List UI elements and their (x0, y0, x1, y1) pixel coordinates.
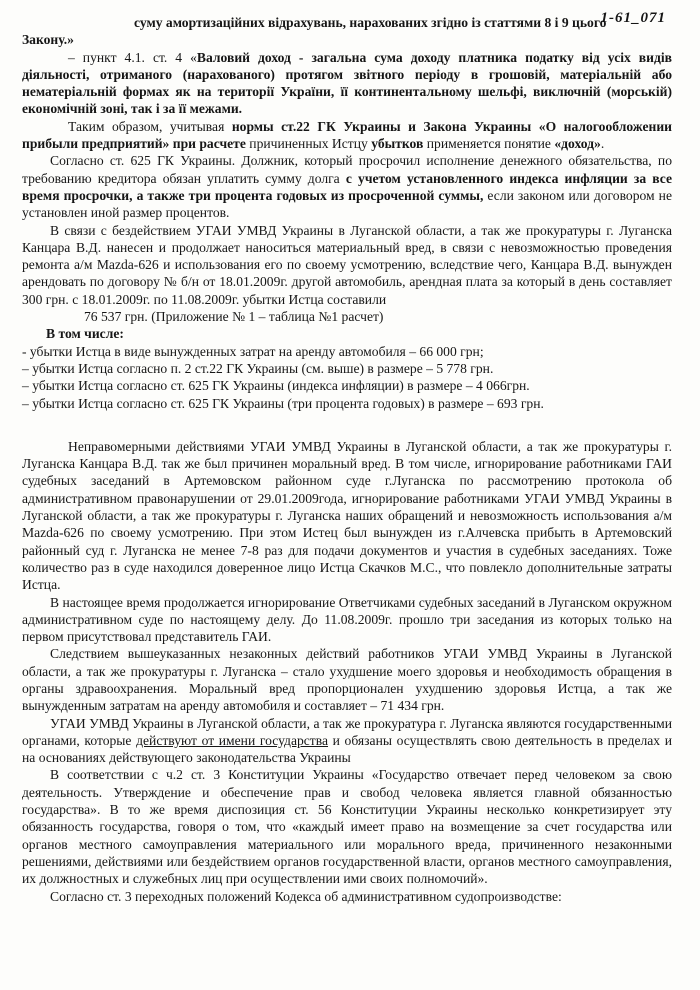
paragraph-ua-amortization (22, 14, 672, 31)
text-bold: Закону.» (22, 32, 74, 48)
paragraph-gross-income (22, 49, 672, 118)
paragraph-moral-damage: Неправомерными действиями УГАИ УМВД Украины в Луганской области, а так же прокуратуры г. Луганска Канцара В.Д. так же был причинен моральный вред. В том числе, игнорирование работниками ГАИ судебных заседаний в Артемовском районном суде г.Луганска по рассмотрению протокола об административном правонарушении от 29.01.2009года, игнорирование работниками УГАИ УМВД Украины в Луганской области, а так же прокуратуры г. Луганска наших обращений и невозможность использования а/м Mazda-626 по своему усмотрению. При этом Истец был вынужден из г.Алчевска прибыть в Артемовский районный суд г. Луганска не менее 7-8 раз для подачи документов и участия в судебных заседаниях. Тоже количество раз в суде находился доверенное лицо Истца Скачков М.С., что повлекло дополнительные затраты Истца. (22, 438, 672, 593)
paragraph-art-625 (22, 152, 672, 221)
text-lead: – пункт 4.1. ст. 4 « (68, 49, 197, 65)
list-item: – убытки Истца согласно ст. 625 ГК Украины (три процента годовых) в размере – 693 грн. (22, 395, 544, 411)
paragraph-constitution: В соответствии с ч.2 ст. 3 Конституции Украины «Государство отвечает перед человеком за свою деятельность. Утверждение и обеспечение прав и свобод человека является главной обязанностью государства». В то же время диспозиция ст. 56 Конституции Украины несколько конкретизирует эту обязанность государства, говоря о том, что «каждый имеет право на возмещение за счет государства или органов местного самоуправления материального или морального вреда, причиненного незаконными решениями, действиями или бездействием органов государственной власти, органов местного самоуправления, их должностных и служебных лиц при осуществлении ими своих полномочий». (22, 767, 672, 887)
list-item: - убытки Истца в виде вынужденных затрат на аренду автомобиля – 66 000 грн; (22, 343, 484, 359)
text: . (600, 136, 605, 152)
text-bold: нормы ст.22 ГК Украины и Закона Украины «О налогообложении прибыли предприятий» при расчете (22, 118, 672, 152)
text-bold: убытков (371, 136, 424, 152)
text: причиненных Истцу (245, 136, 372, 152)
text-bold: «доход» (554, 136, 601, 152)
paragraph-transitional-provisions: Согласно ст. 3 переходных положений Кодекса об административном судопроизводстве: (50, 888, 562, 904)
document-body (22, 14, 672, 905)
paragraph-current-hearings: В настоящее время продолжается игнорирование Ответчиками судебных заседаний в Луганском окружном административном суде по настоящему делу. До 11.08.2009г. прошло три заседания из которых только на первом присутствовал представитель ГАИ. (22, 594, 672, 645)
spacer (22, 412, 672, 426)
page-stamp: 1-61_071 (600, 10, 666, 26)
text: Таким образом, учитывая (68, 118, 232, 134)
losses-amount: 76 537 грн. (Приложение № 1 – таблица №1 расчет) (84, 309, 384, 325)
paragraph-health: Следствием вышеуказанных незаконных действий работников УГАИ УМВД Украины в Луганской области, а так же прокуратуры г. Луганска – стало ухудшение моего здоровья и необходимость обращения в органы здравоохранения. Моральный вред пропорционален ухудшению здоровья Истца, а так же вынужденным затратам на аренду автомобиля и составляет – 71 434 грн. (22, 646, 672, 714)
text: УГАИ УМВД Украины в Луганской области, а так же прокуратура г. Луганска являются государственными органами, которые (22, 715, 672, 748)
paragraph-ua-law-end (22, 31, 672, 48)
text-bold: с учетом установленного индекса инфляции за все время просрочки, а также три процента годовых из просроченной суммы, (22, 170, 673, 203)
in-total-heading: В том числе: (46, 326, 124, 342)
text: если законом или договором не установлен иной размер процентов. (22, 187, 672, 221)
spacer (22, 426, 672, 438)
list-item: – убытки Истца согласно п. 2 ст.22 ГК Украины (см. выше) в размере – 5 778 грн. (22, 360, 494, 376)
text-bold: суму амортизаційних відрахувань, нарахованих згідно із статтями 8 і 9 цього (134, 15, 607, 30)
paragraph-state-bodies (22, 715, 672, 767)
text-bold: Валовий доход - загальна сума доходу платника податку від усіх видів діяльності, отриманого (нарахованого) протягом звітного періоду в грошовій, матеріальній або нематеріальній формах як на території України, її континентальному шельфі, виключній (морській) економічній зоні, так і за її межами. (22, 49, 672, 117)
text-underlined: действуют от имени государства (136, 732, 329, 748)
text: Согласно ст. 625 ГК Украины. Должник, который просрочил исполнение денежного обязательства, по требованию кредитора обязан уплатить сумму долга (22, 153, 672, 186)
paragraph-losses: В связи с бездействием УГАИ УМВД Украины в Луганской области, а так же прокуратуры г. Луганска Канцара В.Д. нанесен и продолжает наноситься материальный вред, в связи с невозможностью проведения ремонта а/м Mazda-626 и использования его по своему усмотрению, вследствие чего, Канцара В.Д. вынужден арендовать по договору № б/н от 18.01.2009г. другой автомобиль, арендная плата за который в день составляет 300 грн. с 18.01.2009г. по 11.08.2009г. убытки Истца составили (22, 222, 672, 307)
text: применяется понятие (423, 136, 555, 152)
list-item: – убытки Истца согласно ст. 625 ГК Украины (индекса инфляции) в размере – 4 066грн. (22, 378, 530, 394)
paragraph-conclusion (22, 118, 672, 153)
text: и обязаны осуществлять свою деятельность в пределах и на основаниях действующего законодательства Украины (22, 732, 673, 766)
